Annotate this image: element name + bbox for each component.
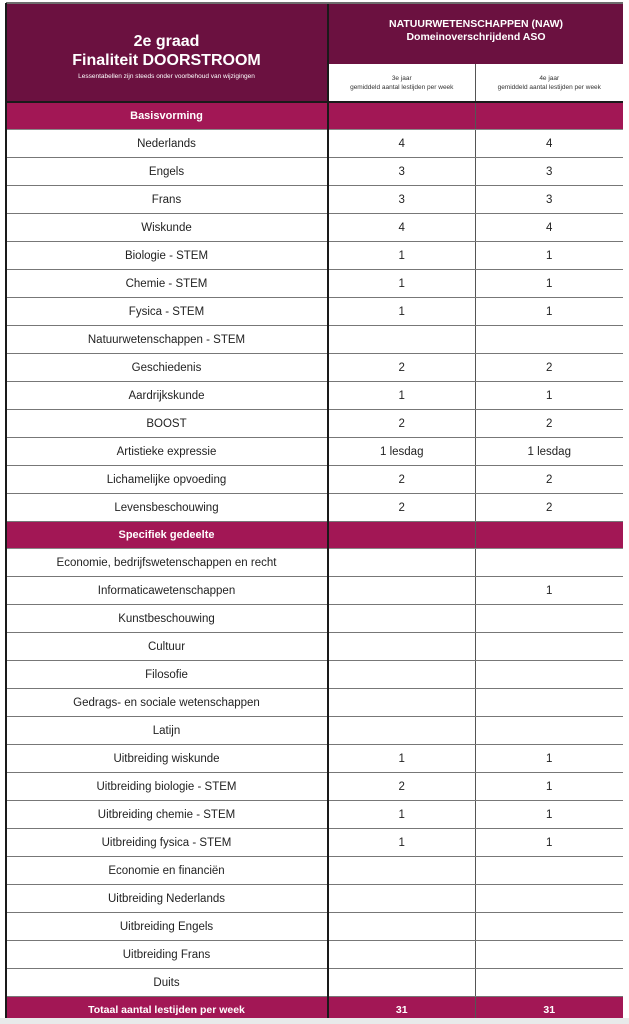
hours-3e-jaar: 1 [328, 801, 475, 829]
hours-4e-jaar: 4 [475, 214, 623, 242]
hours-4e-jaar: 3 [475, 158, 623, 186]
subject-name: Kunstbeschouwing [6, 605, 328, 633]
table-row [6, 633, 623, 661]
hours-3e-jaar [328, 633, 475, 661]
hours-4e-jaar: 1 [475, 773, 623, 801]
table-row [6, 270, 623, 298]
hours-4e-jaar [475, 549, 623, 577]
table-row [6, 801, 623, 829]
hours-4e-jaar [475, 969, 623, 997]
subject-name: Uitbreiding Engels [6, 913, 328, 941]
column-year: 3e jaar [391, 74, 412, 82]
hours-4e-jaar [475, 605, 623, 633]
hours-4e-jaar [475, 885, 623, 913]
table-row [6, 689, 623, 717]
subject-name: Latijn [6, 717, 328, 745]
table-row [6, 158, 623, 186]
hours-4e-jaar: 2 [475, 410, 623, 438]
subject-name: Biologie - STEM [6, 242, 328, 270]
subject-name: Uitbreiding wiskunde [6, 745, 328, 773]
table-row [6, 326, 623, 354]
hours-3e-jaar: 1 [328, 298, 475, 326]
table-row [6, 298, 623, 326]
hours-3e-jaar: 2 [328, 466, 475, 494]
grade-title: 2e graad [133, 32, 200, 50]
hours-3e-jaar [328, 941, 475, 969]
section-header-row [6, 102, 623, 130]
subject-name: Uitbreiding biologie - STEM [6, 773, 328, 801]
finality-title: Finaliteit DOORSTROOM [72, 51, 261, 69]
column-unit: gemiddeld aantal lestijden per week [350, 83, 454, 91]
hours-4e-jaar: 2 [475, 466, 623, 494]
hours-3e-jaar [328, 549, 475, 577]
hours-4e-jaar [475, 857, 623, 885]
hours-4e-jaar: 1 [475, 829, 623, 857]
hours-4e-jaar [475, 661, 623, 689]
table-row [6, 549, 623, 577]
subject-name: Filosofie [6, 661, 328, 689]
hours-3e-jaar: 1 [328, 382, 475, 410]
column-year: 4e jaar [539, 74, 560, 82]
hours-3e-jaar: 1 [328, 242, 475, 270]
table-row [6, 773, 623, 801]
subject-name: Levensbeschouwing [6, 494, 328, 522]
program-subtitle: Domeinoverschrijdend ASO [406, 31, 546, 43]
table-row [6, 438, 623, 466]
column-unit: gemiddeld aantal lestijden per week [497, 83, 601, 91]
table-row [6, 913, 623, 941]
subject-name: Informaticawetenschappen [6, 577, 328, 605]
hours-4e-jaar: 4 [475, 130, 623, 158]
hours-4e-jaar: 1 [475, 242, 623, 270]
left-border [5, 3, 7, 1024]
section-empty-cell-3e-jaar [328, 102, 475, 130]
hours-3e-jaar: 2 [328, 494, 475, 522]
subject-name: Wiskunde [6, 214, 328, 242]
hours-4e-jaar: 1 [475, 298, 623, 326]
hours-3e-jaar [328, 326, 475, 354]
table-row [6, 214, 623, 242]
table-row [6, 969, 623, 997]
subject-name: Engels [6, 158, 328, 186]
column-header-4e-jaar [475, 64, 623, 102]
hours-4e-jaar: 2 [475, 494, 623, 522]
hours-3e-jaar: 2 [328, 354, 475, 382]
total-4e-jaar: 31 [475, 997, 623, 1024]
hours-4e-jaar [475, 326, 623, 354]
section-empty-cell-4e-jaar [475, 522, 623, 549]
hours-3e-jaar: 4 [328, 130, 475, 158]
hours-3e-jaar [328, 577, 475, 605]
table-row [6, 382, 623, 410]
hours-3e-jaar: 2 [328, 773, 475, 801]
subject-name: Natuurwetenschappen - STEM [6, 326, 328, 354]
hours-3e-jaar: 1 lesdag [328, 438, 475, 466]
subject-name: BOOST [6, 410, 328, 438]
table-row [6, 661, 623, 689]
subject-name: Uitbreiding fysica - STEM [6, 829, 328, 857]
table-row [6, 941, 623, 969]
hours-4e-jaar: 1 [475, 801, 623, 829]
hours-3e-jaar: 3 [328, 186, 475, 214]
hours-4e-jaar: 1 [475, 745, 623, 773]
hours-4e-jaar [475, 717, 623, 745]
hours-3e-jaar: 1 [328, 270, 475, 298]
table-row [6, 466, 623, 494]
table-row [6, 829, 623, 857]
subject-name: Duits [6, 969, 328, 997]
hours-3e-jaar [328, 913, 475, 941]
hours-3e-jaar [328, 717, 475, 745]
table-row [6, 410, 623, 438]
hours-3e-jaar [328, 689, 475, 717]
subject-name: Frans [6, 186, 328, 214]
subject-name: Lichamelijke opvoeding [6, 466, 328, 494]
total-3e-jaar: 31 [328, 997, 475, 1024]
hours-3e-jaar: 4 [328, 214, 475, 242]
hours-4e-jaar [475, 941, 623, 969]
hours-3e-jaar: 1 [328, 829, 475, 857]
section-title: Basisvorming [6, 102, 328, 130]
lessentabel [6, 4, 623, 1023]
subject-name: Gedrags- en sociale wetenschappen [6, 689, 328, 717]
subject-name: Aardrijkskunde [6, 382, 328, 410]
hours-4e-jaar: 2 [475, 354, 623, 382]
column-header-3e-jaar [328, 64, 475, 102]
hours-3e-jaar [328, 661, 475, 689]
subject-name: Artistieke expressie [6, 438, 328, 466]
hours-4e-jaar: 1 [475, 577, 623, 605]
table-row [6, 130, 623, 158]
hours-4e-jaar: 1 [475, 382, 623, 410]
table-row [6, 354, 623, 382]
table-row [6, 857, 623, 885]
subject-name: Economie, bedrijfswetenschappen en recht [6, 549, 328, 577]
table-row [6, 494, 623, 522]
table-row [6, 186, 623, 214]
hours-4e-jaar: 3 [475, 186, 623, 214]
hours-3e-jaar [328, 969, 475, 997]
section-header-row [6, 522, 623, 549]
hours-3e-jaar: 1 [328, 745, 475, 773]
program-header-cell [328, 4, 623, 64]
hours-3e-jaar [328, 857, 475, 885]
hours-3e-jaar [328, 885, 475, 913]
hours-3e-jaar: 2 [328, 410, 475, 438]
hours-4e-jaar: 1 lesdag [475, 438, 623, 466]
subject-name: Geschiedenis [6, 354, 328, 382]
total-label: Totaal aantal lestijden per week [6, 997, 328, 1024]
subject-name: Cultuur [6, 633, 328, 661]
hours-4e-jaar: 1 [475, 270, 623, 298]
subject-name: Uitbreiding Nederlands [6, 885, 328, 913]
bottom-edge [0, 1018, 629, 1024]
disclaimer: Lessentabellen zijn steeds onder voorbehoud van wijzigingen [78, 72, 255, 80]
section-empty-cell-3e-jaar [328, 522, 475, 549]
table-row [6, 242, 623, 270]
subject-name: Uitbreiding Frans [6, 941, 328, 969]
hours-3e-jaar: 3 [328, 158, 475, 186]
subject-name: Uitbreiding chemie - STEM [6, 801, 328, 829]
subject-name: Fysica - STEM [6, 298, 328, 326]
section-empty-cell-4e-jaar [475, 102, 623, 130]
subject-name: Nederlands [6, 130, 328, 158]
table-row [6, 885, 623, 913]
table-row [6, 717, 623, 745]
table-row [6, 745, 623, 773]
subject-name: Economie en financiën [6, 857, 328, 885]
section-title: Specifiek gedeelte [6, 522, 328, 549]
hours-3e-jaar [328, 605, 475, 633]
hours-4e-jaar [475, 633, 623, 661]
table-row [6, 605, 623, 633]
hours-4e-jaar [475, 913, 623, 941]
subject-name: Chemie - STEM [6, 270, 328, 298]
hours-4e-jaar [475, 689, 623, 717]
header-title-cell [6, 4, 328, 102]
program-title: NATUURWETENSCHAPPEN (NAW) [388, 18, 564, 30]
table-row [6, 577, 623, 605]
